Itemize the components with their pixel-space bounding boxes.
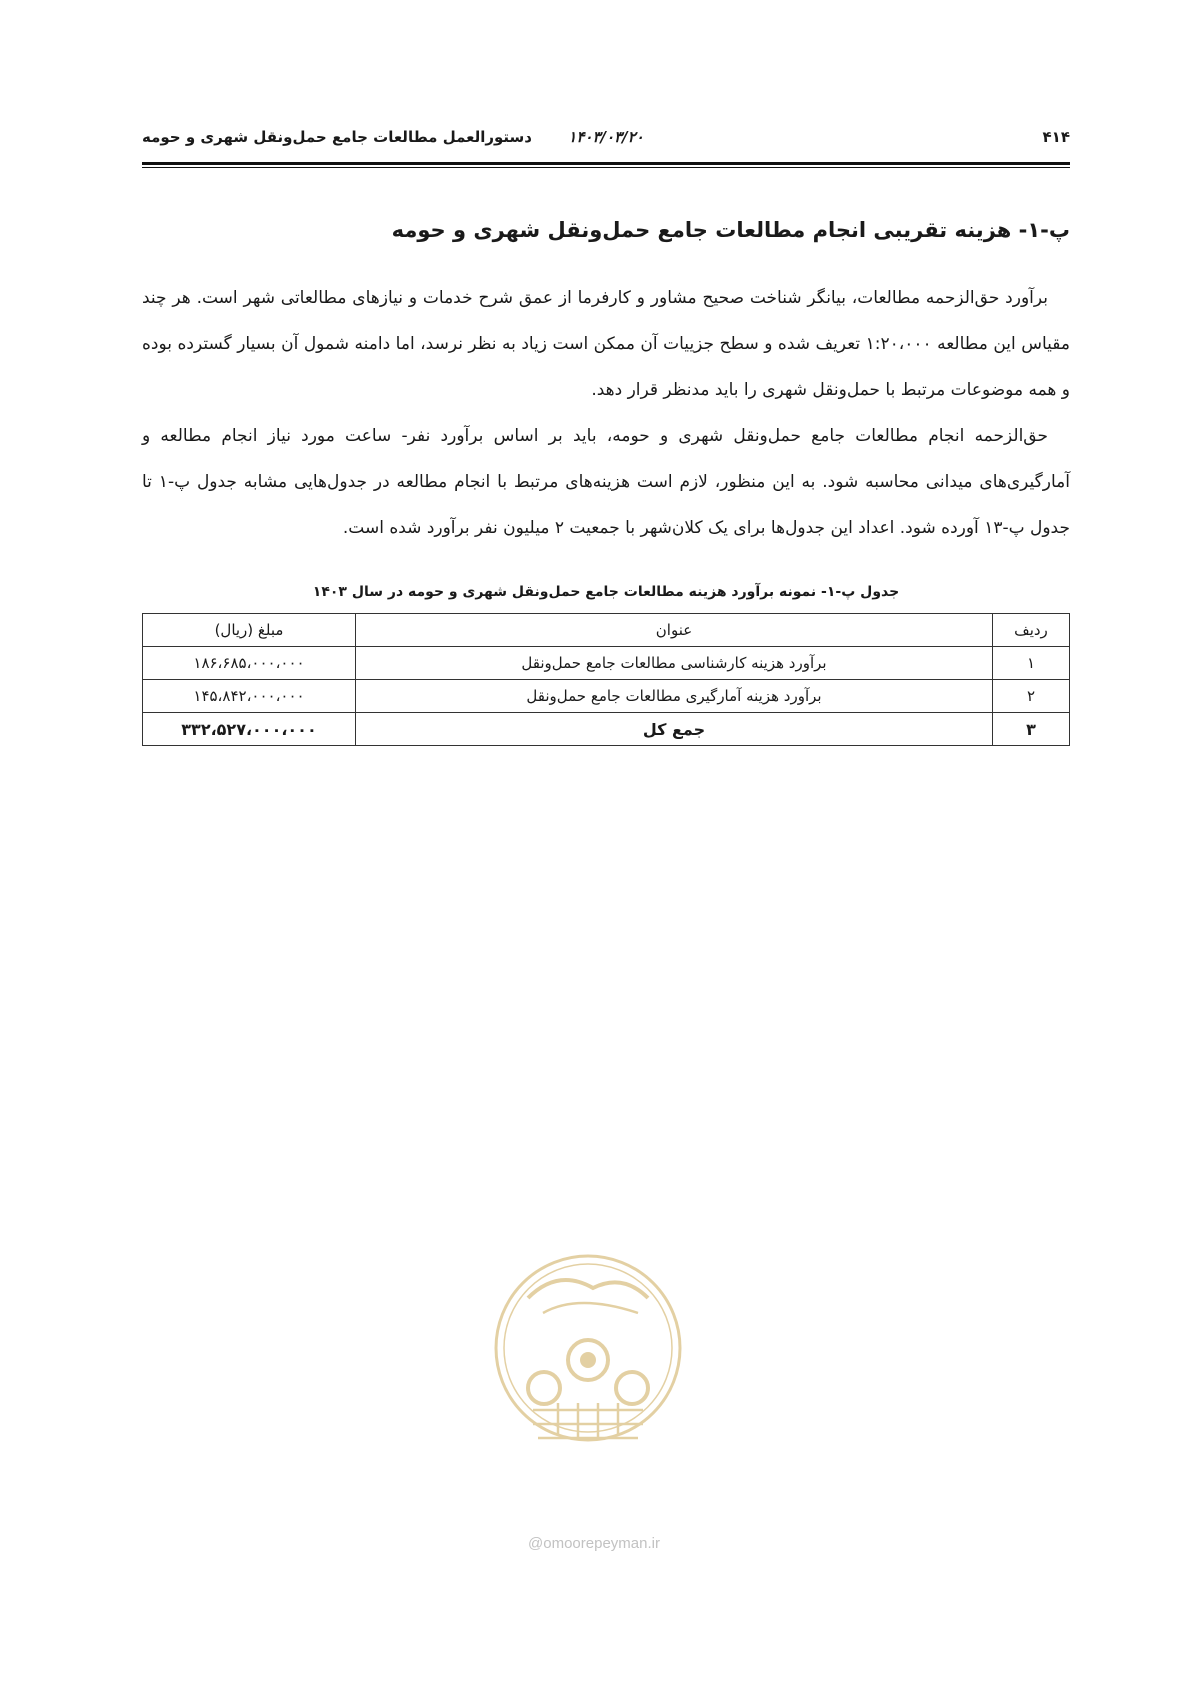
header-radif: ردیف (993, 614, 1070, 647)
table-total-row (143, 713, 1070, 746)
table-row (143, 680, 1070, 713)
header-title: دستورالعمل مطالعات جامع حمل‌ونقل شهری و حومه (142, 128, 532, 146)
header-title: عنوان (356, 614, 993, 647)
header-rule-thin (142, 167, 1070, 168)
paragraph-1: برآورد حق‌الزحمه مطالعات، بیانگر شناخت صحیح مشاور و کارفرما از عمق شرح خدمات و نیازهای مطالعاتی شهر است. هر چند مقیاس این مطالعه ۱:۲۰،۰۰۰ تعریف شده و سطح جزییات آن ممکن است زیاد به نظر نرسد، اما دامنه شمول آن بسیار گسترده بوده و همه موضوعات مرتبط با حمل‌ونقل شهری را باید مدنظر قرار دهد. (142, 288, 1070, 400)
row-title: برآورد هزینه کارشناسی مطالعات جامع حمل‌ونقل (356, 647, 993, 680)
row-amount: ۱۸۶،۶۸۵،۰۰۰،۰۰۰ (143, 647, 356, 680)
table-row (143, 647, 1070, 680)
watermark-logo (488, 1238, 688, 1468)
row-amount: ۳۳۲،۵۲۷،۰۰۰،۰۰۰ (143, 713, 356, 746)
table-caption: جدول پ-۱- نمونه برآورد هزینه مطالعات جامع حمل‌ونقل شهری و حومه در سال ۱۴۰۳ (312, 584, 900, 600)
section-heading: پ-۱- هزینه تقریبی انجام مطالعات جامع حمل‌ونقل شهری و حومه (391, 218, 1070, 242)
watermark-url: @omoorepeyman.ir (528, 1535, 660, 1552)
row-radif: ۲ (993, 680, 1070, 713)
table-header-row (143, 614, 1070, 647)
header-amount: مبلغ (ریال) (143, 614, 356, 647)
header-rule-thick (142, 162, 1070, 165)
cost-table (142, 613, 1070, 746)
row-amount: ۱۴۵،۸۴۲،۰۰۰،۰۰۰ (143, 680, 356, 713)
section-body (142, 275, 1070, 551)
page-number: ۴۱۴ (1042, 128, 1070, 146)
paragraph-2: حق‌الزحمه انجام مطالعات جامع حمل‌ونقل شهری و حومه، باید بر اساس برآورد نفر- ساعت مورد نیاز انجام مطالعه و آمارگیری‌های میدانی محاسبه شود. به این منظور، لازم است هزینه‌های مرتبط با انجام مطالعه در جدول‌هایی مشابه جدول پ-۱ تا جدول پ-۱۳ آورده شود. اعداد این جدول‌ها برای یک کلان‌شهر با جمعیت ۲ میلیون نفر برآورد شده است. (142, 426, 1070, 538)
row-radif: ۳ (993, 713, 1070, 746)
row-radif: ۱ (993, 647, 1070, 680)
row-title: برآورد هزینه آمارگیری مطالعات جامع حمل‌ونقل (356, 680, 993, 713)
running-header (142, 128, 1070, 154)
header-date: ۱۴۰۳/۰۳/۲۰ (568, 128, 644, 146)
row-title: جمع کل (356, 713, 993, 746)
